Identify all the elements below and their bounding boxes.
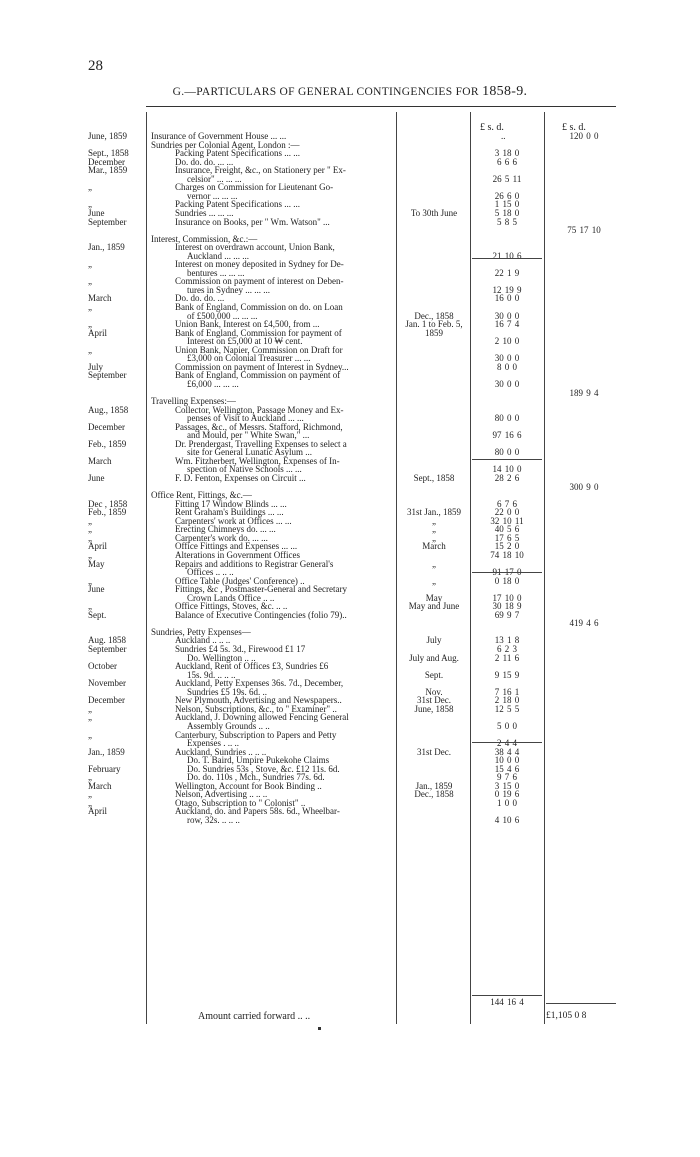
entry-amount: 5 18 0 bbox=[494, 207, 520, 218]
entry-period: „ bbox=[432, 524, 436, 535]
entry-amount: 15 2 0 bbox=[494, 541, 520, 552]
entry-amount: 2 18 0 bbox=[494, 695, 520, 706]
entry-amount: 80 0 0 bbox=[494, 413, 520, 424]
entry-amount: 5 0 0 bbox=[497, 720, 517, 731]
entry-description: Passages, &c., of Messrs. Stafford, Richmond, bbox=[175, 421, 343, 432]
entry-description: F. D. Fenton, Expenses on Circuit ... bbox=[175, 473, 306, 483]
entry-description: Auckland .. .. .. bbox=[175, 635, 231, 646]
entry-amount: 0 18 0 bbox=[494, 575, 520, 586]
entry-description: Travelling Expenses:— bbox=[151, 396, 236, 407]
title-rule bbox=[146, 106, 616, 107]
entry-description: Bank of England, Commission on payment of bbox=[175, 370, 341, 381]
entry-period: Sept., 1858 bbox=[413, 473, 455, 483]
entry-description: Alterations in Government Offices bbox=[175, 549, 301, 560]
entry-description: Packing Patent Specifications ... ... bbox=[175, 148, 300, 159]
entry-date: May bbox=[88, 558, 105, 569]
entry-period: Dec., 1858 bbox=[414, 789, 454, 800]
column-divider-period bbox=[470, 112, 471, 1024]
column-divider-desc bbox=[396, 112, 397, 1024]
entry-date: Aug., 1858 bbox=[88, 404, 129, 415]
entry-amount: 12 19 9 bbox=[492, 284, 522, 295]
section-total: 419 4 6 bbox=[569, 618, 599, 629]
entry-period: July and Aug. bbox=[409, 652, 459, 663]
entry-description: Sundries £4 5s. 3d., Firewood £1 17 bbox=[175, 644, 306, 654]
section-total: 189 9 4 bbox=[569, 387, 599, 398]
entry-date: September bbox=[88, 370, 127, 381]
entry-date: Feb., 1859 bbox=[88, 438, 127, 449]
entry-description: Nelson, Subscriptions, &c., to " Examiner" .. bbox=[175, 703, 337, 714]
entry-amount: 38 4 4 bbox=[494, 746, 520, 757]
entry-date: June, 1859 bbox=[88, 131, 127, 141]
entry-amount: 5 8 5 bbox=[497, 216, 517, 227]
entry-description: Fitting 17 Window Blinds ... ... bbox=[175, 498, 287, 509]
entry-date: „ bbox=[88, 276, 92, 287]
entry-date: „ bbox=[88, 789, 92, 800]
entry-amount: 26 5 11 bbox=[492, 173, 522, 184]
entry-description: Collector, Wellington, Passage Money and Ex- bbox=[175, 404, 344, 415]
entry-date: „ bbox=[88, 319, 92, 330]
total-rule bbox=[546, 1003, 616, 1004]
entry-period: „ bbox=[432, 515, 436, 526]
entry-amount: 30 18 9 bbox=[492, 601, 522, 612]
entry-description: Interest, Commission, &c.:— bbox=[151, 233, 258, 244]
page-number: 28 bbox=[88, 58, 103, 74]
total-column-head: £ s. d. bbox=[562, 122, 586, 133]
title-prefix: G.—PARTICULARS OF GENERAL CONTINGENCIES FOR bbox=[172, 86, 483, 98]
title-year: 1858-9. bbox=[482, 84, 528, 99]
entry-amount: 2 4 4 bbox=[497, 738, 517, 749]
entry-description: Carpenters' work at Offices ... ... bbox=[175, 515, 292, 526]
entry-amount: 28 2 6 bbox=[494, 473, 520, 483]
entry-amount: 9 7 6 bbox=[497, 772, 517, 783]
entry-period: „ bbox=[432, 575, 436, 586]
entry-amount: 74 18 10 bbox=[490, 549, 524, 560]
entry-amount: 21 10 6 bbox=[492, 250, 522, 261]
entry-amount: 4 10 6 bbox=[494, 815, 520, 825]
entry-amount: 17 10 0 bbox=[492, 592, 522, 603]
entry-description: 15s. 9d. .. .. .. bbox=[187, 669, 236, 680]
entry-date: Sept. bbox=[88, 609, 107, 620]
entry-amount: 15 4 6 bbox=[494, 763, 520, 774]
entry-description: Commission on payment of interest on Deben- bbox=[175, 276, 344, 287]
entry-date: „ bbox=[88, 703, 92, 714]
entry-description: Office Fittings and Expenses ... ... bbox=[175, 541, 298, 552]
entry-description: Auckland, J. Downing allowed Fencing General bbox=[175, 712, 349, 723]
entry-amount: 22 1 9 bbox=[494, 267, 520, 278]
entry-date: February bbox=[88, 763, 121, 774]
grand-total: £1,105 0 8 bbox=[546, 1011, 587, 1021]
entry-description: Union Bank, Napier, Commission on Draft for bbox=[175, 344, 343, 355]
entry-amount: 17 6 5 bbox=[494, 532, 520, 543]
entry-description: Canterbury, Subscription to Papers and Petty bbox=[175, 729, 337, 740]
entry-description: Auckland, Petty Expenses 36s. 7d., December, bbox=[175, 678, 344, 689]
entry-date: „ bbox=[88, 344, 92, 355]
entry-amount: 26 6 0 bbox=[494, 190, 520, 201]
entry-description: Fittings, &c , Postmaster-General and Secretary bbox=[175, 584, 348, 595]
entry-description: Insurance of Government House ... ... bbox=[151, 131, 287, 141]
entry-description: Office Fittings, Stoves, &c. .. .. bbox=[175, 601, 288, 612]
entry-description: Charges on Commission for Lieutenant Go- bbox=[175, 182, 334, 193]
entry-amount: 6 6 6 bbox=[497, 156, 517, 167]
entry-date: March bbox=[88, 293, 112, 304]
entry-date: September bbox=[88, 216, 127, 227]
entry-description: Sundries per Colonial Agent, London :— bbox=[151, 139, 300, 150]
entry-date: April bbox=[88, 541, 107, 552]
entry-amount: 16 7 4 bbox=[494, 319, 520, 330]
entry-description: Dr. Prendergast, Travelling Expenses to select a bbox=[175, 438, 347, 449]
entry-description: Sundries £5 19s. 6d. .. bbox=[187, 686, 268, 697]
entry-description: Bank of England, Commission on do. on Loan bbox=[175, 302, 343, 312]
entry-description: Insurance, Freight, &c., on Stationery per " Ex- bbox=[175, 165, 346, 176]
entry-date: „ bbox=[88, 729, 92, 740]
entry-description: of £500,000 ... ... ... bbox=[187, 310, 258, 321]
entry-description: £3,000 on Colonial Treasurer ... ... bbox=[187, 353, 311, 364]
entry-amount: 7 16 1 bbox=[494, 686, 520, 697]
entry-date: „ bbox=[88, 259, 92, 270]
entry-description: row, 32s. .. .. .. bbox=[187, 815, 240, 825]
entry-period: Dec., 1858 bbox=[414, 310, 454, 321]
entry-description: Union Bank, Interest on £4,500, from ... bbox=[175, 319, 320, 330]
entry-description: site for General Lunatic Asylum ... bbox=[187, 447, 312, 458]
entry-date: December bbox=[88, 156, 125, 167]
entry-description: Erecting Chimneys do. ... ... bbox=[175, 524, 276, 535]
entry-date: „ bbox=[88, 797, 92, 808]
section-total: 120 0 0 bbox=[569, 131, 599, 141]
entry-date: Aug. 1858 bbox=[88, 635, 126, 646]
entry-description: Auckland ... ... ... bbox=[187, 250, 249, 261]
entry-description: Commission on payment of Interest in Sydney... bbox=[175, 361, 349, 372]
entry-date: July bbox=[88, 361, 104, 372]
entry-date: „ bbox=[88, 199, 92, 210]
column-divider-sub bbox=[544, 112, 545, 1024]
entry-amount: 2 11 6 bbox=[494, 652, 520, 663]
section-total: 75 17 10 bbox=[567, 225, 601, 236]
entry-description: Office Table (Judges' Conference) .. bbox=[175, 575, 305, 586]
entry-description: tures in Sydney ... ... ... bbox=[187, 284, 270, 295]
entry-period: 31st Jan., 1859 bbox=[407, 507, 461, 518]
entry-description: Sundries, Petty Expenses— bbox=[151, 626, 251, 637]
entry-date: June bbox=[88, 207, 105, 218]
entry-description: spection of Native Schools ... ... bbox=[187, 464, 302, 475]
sub-column-dots: .. bbox=[501, 131, 506, 141]
entry-amount: 2 10 0 bbox=[494, 336, 520, 347]
entry-date: April bbox=[88, 806, 107, 817]
entry-period: „ bbox=[432, 532, 436, 543]
entry-description: Balance of Executive Contingencies (folio 79).. bbox=[175, 609, 347, 620]
entry-description: £6,000 ... ... ... bbox=[187, 378, 239, 389]
entry-date: Jan., 1859 bbox=[88, 746, 125, 757]
entry-amount: 80 0 0 bbox=[494, 447, 520, 458]
entry-period: „ bbox=[432, 558, 436, 569]
entry-period: May and June bbox=[408, 601, 460, 612]
entry-date: Dec , 1858 bbox=[88, 498, 128, 509]
entry-description: Do. do. do. ... bbox=[175, 293, 225, 304]
entry-description: New Plymouth, Advertising and Newspapers.. bbox=[175, 695, 342, 706]
section-total: 300 9 0 bbox=[569, 481, 599, 492]
section-rule bbox=[472, 742, 542, 743]
entry-description: Bank of England, Commission for payment of bbox=[175, 327, 342, 338]
entry-amount: 13 1 8 bbox=[494, 635, 520, 646]
section-rule bbox=[472, 258, 542, 259]
entry-date: „ bbox=[88, 182, 92, 193]
entry-description: Rent Graham's Buildings ... ... bbox=[175, 507, 284, 518]
entry-description: Offices .. .. .. bbox=[187, 567, 234, 578]
entry-period: To 30th June bbox=[410, 207, 458, 218]
entry-date: September bbox=[88, 644, 127, 654]
page-title bbox=[0, 84, 700, 100]
entry-description: Sundries ... ... ... bbox=[175, 207, 234, 218]
entry-date: „ bbox=[88, 549, 92, 560]
entry-date: March bbox=[88, 455, 112, 466]
entry-description: Assembly Grounds .. .. bbox=[187, 720, 270, 731]
entry-period: Jan. 1 to Feb. 5, bbox=[405, 319, 463, 330]
entry-period: June, 1858 bbox=[414, 703, 454, 714]
entry-amount: 3 18 0 bbox=[494, 148, 520, 159]
printer-mark bbox=[318, 1027, 321, 1030]
entry-date: „ bbox=[88, 524, 92, 535]
entry-amount: 14 10 0 bbox=[492, 464, 522, 475]
entry-date: „ bbox=[88, 515, 92, 526]
entry-amount: 22 0 0 bbox=[494, 507, 520, 518]
section-rule bbox=[472, 995, 542, 996]
entry-amount: 3 15 0 bbox=[494, 780, 520, 791]
entry-amount: 30 0 0 bbox=[494, 310, 520, 321]
entry-date: October bbox=[88, 661, 117, 672]
entry-period: July bbox=[426, 635, 442, 646]
entry-description: Auckland, Sundries .. .. .. bbox=[175, 746, 267, 757]
entry-description: vernor ... ... ... bbox=[187, 190, 238, 201]
entry-period: March bbox=[422, 541, 446, 552]
entry-period: Nov. bbox=[425, 686, 443, 697]
entry-amount: 32 10 11 bbox=[490, 515, 524, 526]
entry-date: „ bbox=[88, 532, 92, 543]
entry-date: November bbox=[88, 678, 126, 689]
entry-date: December bbox=[88, 421, 125, 432]
carried-subtotal: 144 16 4 bbox=[490, 997, 524, 1007]
entry-amount: 9 15 9 bbox=[494, 669, 520, 680]
entry-description: Otago, Subscription to " Colonist" .. bbox=[175, 797, 306, 808]
entry-description: celsior" ... ... ... bbox=[187, 173, 242, 184]
entry-date: Jan., 1859 bbox=[88, 242, 125, 253]
entry-description: Auckland, Rent of Offices £3, Sundries £6 bbox=[175, 661, 329, 672]
entry-description: Insurance on Books, per " Wm. Watson" ... bbox=[175, 216, 330, 227]
entry-description: Wellington, Account for Book Binding .. bbox=[175, 780, 322, 791]
entry-amount: 0 19 6 bbox=[494, 789, 520, 800]
entry-date: „ bbox=[88, 712, 92, 723]
entry-amount: 30 0 0 bbox=[494, 378, 520, 389]
entry-date: April bbox=[88, 327, 107, 338]
entry-date: „ bbox=[88, 772, 92, 783]
entry-description: Repairs and additions to Registrar General's bbox=[175, 558, 334, 569]
entry-amount: 12 5 5 bbox=[494, 703, 520, 714]
entry-amount: 8 0 0 bbox=[497, 361, 517, 372]
entry-amount: 91 17 0 bbox=[492, 567, 522, 578]
entry-description: penses of Visit to Auckland ... ... bbox=[187, 413, 304, 424]
entry-amount: 1 0 0 bbox=[497, 797, 517, 808]
entry-description: and Mould, per " White Swan," ... bbox=[187, 430, 310, 441]
entry-date: „ bbox=[88, 601, 92, 612]
entry-description: Crown Lands Office .. .. bbox=[187, 592, 275, 603]
entry-description: bentures ... ... ... bbox=[187, 267, 245, 278]
entry-description: Interest on money deposited in Sydney for De- bbox=[175, 259, 344, 270]
entry-date: Sept., 1858 bbox=[88, 148, 129, 159]
entry-period: 1859 bbox=[425, 327, 443, 338]
entry-description: Do. do. 110s , Mch., Sundries 77s. 6d. bbox=[187, 772, 325, 783]
entry-date: June bbox=[88, 584, 105, 595]
sub-column-head: £ s. d. bbox=[480, 122, 504, 133]
entry-date: Mar., 1859 bbox=[88, 165, 128, 176]
entry-amount: 6 2 3 bbox=[497, 644, 517, 654]
entry-date: March bbox=[88, 780, 112, 791]
entry-amount: 10 0 0 bbox=[494, 755, 520, 766]
entry-amount: 40 5 6 bbox=[494, 524, 520, 535]
entry-date: „ bbox=[88, 302, 92, 312]
entry-amount: 97 16 6 bbox=[492, 430, 522, 441]
entry-amount: 69 9 7 bbox=[494, 609, 520, 620]
section-rule bbox=[472, 459, 542, 460]
entry-description: Auckland, do. and Papers 58s. 6d., Wheelbar- bbox=[175, 806, 340, 817]
entry-date: December bbox=[88, 695, 125, 706]
column-divider-date bbox=[146, 112, 147, 1024]
entry-amount: 16 0 0 bbox=[494, 293, 520, 304]
entry-period: May bbox=[425, 592, 443, 603]
entry-description: Interest on £5,000 at 10 ₩ cent. bbox=[187, 336, 303, 347]
entry-date: June bbox=[88, 473, 105, 483]
entry-period: Jan., 1859 bbox=[415, 780, 453, 791]
entry-amount: 1 15 0 bbox=[494, 199, 520, 210]
entry-date: Feb., 1859 bbox=[88, 507, 127, 518]
grand-total-bracket bbox=[544, 1005, 545, 1021]
entry-amount: 6 7 6 bbox=[497, 498, 517, 509]
entry-description: Expenses . .. .. bbox=[187, 738, 239, 749]
section-rule bbox=[472, 572, 542, 573]
entry-period: 31st Dec. bbox=[417, 695, 451, 706]
entry-period: 31st Dec. bbox=[417, 746, 451, 757]
entry-description: Do. do. do. ... ... bbox=[175, 156, 234, 167]
entry-description: Wm. Fitzherbert, Wellington, Expenses of In- bbox=[175, 455, 340, 466]
entry-description: Nelson, Advertising .. .. .. bbox=[175, 789, 268, 800]
entry-description: Office Rent, Fittings, &c.— bbox=[151, 490, 252, 501]
entry-description: Do. Wellington .. .. bbox=[187, 652, 256, 663]
entry-period: Sept. bbox=[424, 669, 444, 680]
entry-description: Interest on overdrawn account, Union Bank, bbox=[175, 242, 335, 253]
entry-description: Packing Patent Specifications ... ... bbox=[175, 199, 300, 210]
entry-description: Do. Sundries 53s , Stove, &c. £12 11s. 6d. bbox=[187, 763, 340, 774]
entry-amount: 30 0 0 bbox=[494, 353, 520, 364]
entry-date: „ bbox=[88, 575, 92, 586]
entry-description: Do. T. Baird, Umpire Pukekohe Claims bbox=[187, 755, 330, 766]
entry-description: Carpenter's work do. ... ... bbox=[175, 532, 268, 543]
carried-forward-label: Amount carried forward .. .. bbox=[198, 1011, 311, 1022]
